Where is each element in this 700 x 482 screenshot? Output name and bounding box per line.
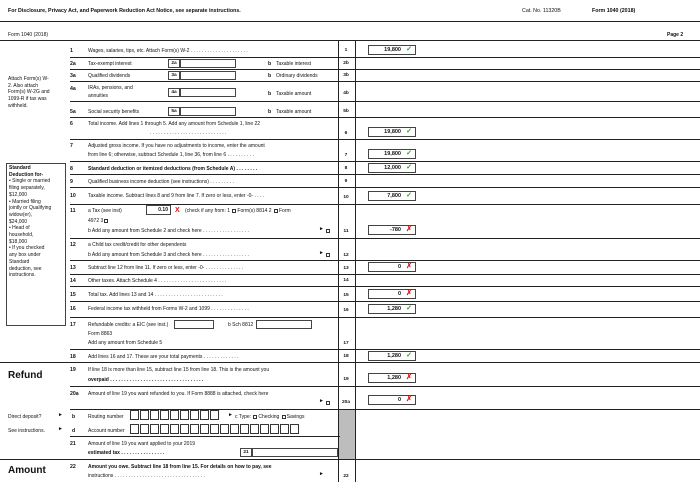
line-12a-text: a Child tax credit/credit for other dependents bbox=[88, 242, 187, 248]
line-3b-box: 3b bbox=[343, 73, 349, 78]
line-17-box: 17 bbox=[343, 341, 349, 346]
line-22-text: Amount you owe. Subtract line 18 from line 15. For details on how to pay, see bbox=[88, 464, 272, 470]
line-11b-text: b Add any amount from Schedule 2 and check here . . . . . . . . . . . . . . . . . bbox=[88, 228, 249, 234]
line-17-form8863: Form 8863 bbox=[88, 331, 113, 337]
line-18-text: Add lines 16 and 17. These are your total payments . . . . . . . . . . . . . bbox=[88, 354, 239, 360]
line-12-box: 12 bbox=[343, 253, 349, 258]
arrow-icon: ► bbox=[319, 250, 324, 256]
line-3b-text: Ordinary dividends bbox=[276, 73, 318, 79]
line-17-num: 17 bbox=[70, 322, 76, 328]
line-9-text: Qualified business income deduction (see instructions) . . . . . . . . . bbox=[88, 179, 234, 185]
line-8-num: 8 bbox=[70, 166, 73, 172]
arrow-icon: ► bbox=[319, 471, 324, 477]
line-11b-checkbox[interactable] bbox=[326, 229, 330, 233]
line-22-text2: instructions . . . . . . . . . . . . . . . . . . . . . . . . . . . . . . . . . bbox=[88, 473, 205, 479]
line-4a-num: 4a bbox=[70, 86, 76, 92]
line-21-text2: estimated tax . . . . . . . . . . . . . . . . bbox=[88, 450, 165, 456]
x-icon: ✗ bbox=[406, 226, 412, 233]
direct-deposit-label: Direct deposit? bbox=[8, 414, 42, 420]
line-18-num: 18 bbox=[70, 354, 76, 360]
page-number: Page 2 bbox=[667, 32, 684, 38]
x-icon: X bbox=[175, 207, 180, 214]
line-4a-text2: annuities bbox=[88, 93, 109, 99]
line-6-dots: . . . . . . . . . . . . . . . . . . . . . . . . . . . . bbox=[150, 130, 227, 136]
line-21-input[interactable] bbox=[252, 448, 338, 457]
line-20a-text: Amount of line 19 you want refunded to you. If Form 8888 is attached, check here bbox=[88, 391, 269, 397]
line-5a-text: Social security benefits bbox=[88, 109, 140, 115]
line-16-amount[interactable]: 1,280 ✓ bbox=[368, 304, 416, 314]
line-1-amount[interactable]: 19,800 ✓ bbox=[368, 45, 416, 55]
line-3a-text: Qualified dividends bbox=[88, 73, 131, 79]
form-label: Form 1040 (2018) bbox=[8, 32, 49, 38]
line-10-box: 10 bbox=[343, 195, 349, 200]
arrow-icon: ► bbox=[58, 412, 63, 418]
line-5b-box: 5b bbox=[343, 109, 349, 114]
routing-label: Routing number bbox=[88, 414, 124, 420]
account-type: c Type: Checking Savings bbox=[235, 414, 305, 420]
line-7-num: 7 bbox=[70, 143, 73, 149]
line-13-num: 13 bbox=[70, 265, 76, 271]
x-icon: ✗ bbox=[406, 290, 412, 297]
line-22-box: 22 bbox=[343, 474, 349, 479]
see-instructions-label: See instructions. bbox=[8, 428, 45, 434]
line-20a-amount[interactable]: 0 ✗ bbox=[368, 395, 416, 405]
refund-heading: Refund bbox=[8, 370, 43, 381]
line-8-amount[interactable]: 12,000 ✓ bbox=[368, 163, 416, 173]
checking-checkbox[interactable] bbox=[253, 415, 257, 419]
line-1-num: 1 bbox=[70, 48, 73, 54]
line-21-num: 21 bbox=[70, 441, 76, 447]
form-4972-checkbox[interactable] bbox=[274, 209, 278, 213]
line-6-num: 6 bbox=[70, 121, 73, 127]
line-5a-input[interactable] bbox=[180, 107, 236, 116]
line-1-box: 1 bbox=[344, 48, 348, 53]
x-icon: ✗ bbox=[406, 396, 412, 403]
form-reference: Form 1040 (2018) bbox=[592, 8, 636, 14]
line-16-text: Federal income tax withheld from Forms W-2 and 1099 . . . . . . . . . . . . . . bbox=[88, 306, 249, 312]
line-12b-text: b Add any amount from Schedule 3 and check here . . . . . . . . . . . . . . . . . bbox=[88, 252, 249, 258]
form-8814-checkbox[interactable] bbox=[232, 209, 236, 213]
line-8-text: Standard deduction or itemized deductions (from Schedule A) . . . . . . . . bbox=[88, 166, 258, 172]
line-7-box: 7 bbox=[344, 153, 348, 158]
check-icon: ✓ bbox=[406, 352, 412, 359]
check-icon: ✓ bbox=[406, 192, 412, 199]
line-4b-text: Taxable amount bbox=[276, 91, 312, 97]
line-4b-letter: b bbox=[268, 91, 272, 97]
savings-checkbox[interactable] bbox=[282, 415, 286, 419]
form-8888-checkbox[interactable] bbox=[326, 401, 330, 405]
line-8-box: 8 bbox=[344, 166, 348, 171]
line-15-amount[interactable]: 0 ✗ bbox=[368, 289, 416, 299]
line-7-amount[interactable]: 19,800 ✓ bbox=[368, 149, 416, 159]
line-6-amount[interactable]: 19,800 ✓ bbox=[368, 127, 416, 137]
line-7-text: Adjusted gross income. If you have no adjustments to income, enter the amount bbox=[88, 143, 265, 149]
line-4a-input[interactable] bbox=[180, 88, 236, 97]
line-4a-box: 4a bbox=[168, 88, 180, 97]
line-2b-box: 2b bbox=[343, 61, 349, 66]
line-19-text: If line 18 is more than line 15, subtract line 15 from line 18. This is the amount you bbox=[88, 367, 270, 373]
line-9-num: 9 bbox=[70, 179, 73, 185]
check-icon: ✓ bbox=[406, 164, 412, 171]
line-13-amount[interactable]: 0 ✗ bbox=[368, 262, 416, 272]
line-5b-text: Taxable amount bbox=[276, 109, 312, 115]
line-6-box: 6 bbox=[344, 131, 348, 136]
line-22-num: 22 bbox=[70, 464, 76, 470]
line-11a-4972: 4972 3 bbox=[88, 218, 109, 224]
line-20a-num: 20a bbox=[70, 391, 79, 397]
line-10-num: 10 bbox=[70, 193, 76, 199]
line-13-text: Subtract line 12 from line 11. If zero or less, enter -0- . . . . . . . . . . . . . . bbox=[88, 265, 244, 271]
line-5a-box: 5a bbox=[168, 107, 180, 116]
line-15-num: 15 bbox=[70, 292, 76, 298]
line-7-text2: from line 6; otherwise, subtract Schedule 1, line 36, from line 6 . . . . . . . . . . bbox=[88, 152, 254, 158]
line-20a-box: 20a bbox=[341, 400, 350, 405]
line-21-box: 21 bbox=[240, 448, 252, 457]
line-18-amount[interactable]: 1,280 ✓ bbox=[368, 351, 416, 361]
arrow-icon: ► bbox=[319, 398, 324, 404]
line-11a-tax-input[interactable]: 0.10 bbox=[146, 205, 171, 215]
line-14-box: 14 bbox=[343, 278, 349, 283]
line-4a-text: IRAs, pensions, and bbox=[88, 85, 133, 91]
line-6-text: Total income. Add lines 1 through 5. Add any amount from Schedule 1, line 22 bbox=[88, 121, 261, 127]
arrow-icon: ► bbox=[58, 426, 63, 432]
line-2a-input[interactable] bbox=[180, 59, 236, 68]
line-3b-letter: b bbox=[268, 73, 272, 79]
line-15-box: 15 bbox=[343, 293, 349, 298]
line-12-num: 12 bbox=[70, 242, 76, 248]
line-17-sch8812: b Sch 8812 bbox=[228, 322, 254, 328]
line-11-num: 11 bbox=[70, 208, 76, 214]
line-9-box: 9 bbox=[344, 179, 348, 184]
privacy-notice: For Disclosure, Privacy Act, and Paperwork Reduction Act Notice, see separate instructions. bbox=[8, 8, 241, 14]
line-2a-num: 2a bbox=[70, 61, 76, 67]
x-icon: ✗ bbox=[406, 263, 412, 270]
line-14-text: Other taxes. Attach Schedule 4 . . . . . . . . . . . . . . . . . . . . . . . . . bbox=[88, 278, 227, 284]
line-10-amount[interactable]: 7,800 ✓ bbox=[368, 191, 416, 201]
line-11a-check-label: (check if any from: 1 Form(s) 8814 2 Form bbox=[185, 208, 291, 214]
sch8812-input[interactable] bbox=[256, 320, 312, 329]
check-icon: ✓ bbox=[406, 150, 412, 157]
line-11a-text: a Tax (see inst) bbox=[88, 208, 122, 214]
line-4b-box: 4b bbox=[343, 91, 349, 96]
line-17-text: Refundable credits: a EIC (see inst.) bbox=[88, 322, 169, 328]
line-3a-box: 3a bbox=[168, 71, 180, 80]
attach-note: Attach Form(s) W- 2. Also attach Form(s) W-2G and 1099-R if tax was withheld. bbox=[8, 76, 50, 109]
account-number-input[interactable] bbox=[130, 424, 300, 436]
line-15-text: Total tax. Add lines 13 and 14 . . . . . . . . . . . . . . . . . . . . . . . . . bbox=[88, 292, 223, 298]
line-11-box: 11 bbox=[343, 229, 349, 234]
line-14-num: 14 bbox=[70, 278, 76, 284]
line-3a-input[interactable] bbox=[180, 71, 236, 80]
line-19-box: 19 bbox=[343, 377, 349, 382]
routing-number-input[interactable] bbox=[130, 410, 220, 422]
amount-heading: Amount bbox=[8, 465, 46, 476]
line-16-num: 16 bbox=[70, 306, 76, 312]
line-2b-text: Taxable interest bbox=[276, 61, 312, 67]
eic-input[interactable] bbox=[174, 320, 214, 329]
line-5b-letter: b bbox=[268, 109, 272, 115]
line-2a-box: 2a bbox=[168, 59, 180, 68]
line-13-box: 13 bbox=[343, 266, 349, 271]
line-3a-num: 3a bbox=[70, 73, 76, 79]
line-19-amount[interactable]: 1,280 ✗ bbox=[368, 373, 416, 383]
line-19-text2: overpaid . . . . . . . . . . . . . . . . . . . . . . . . . . . . . . . . . . bbox=[88, 377, 204, 383]
line-20d-letter: d bbox=[72, 428, 76, 434]
line-19-num: 19 bbox=[70, 367, 76, 373]
line-1-text: Wages, salaries, tips, etc. Attach Form(s) W-2 . . . . . . . . . . . . . . . . . . . . . bbox=[88, 48, 248, 54]
line-21-text: Amount of line 19 you want applied to your 2019 bbox=[88, 441, 196, 447]
line-10-text: Taxable income. Subtract lines 8 and 9 from line 7. If zero or less, enter -0- . . . . bbox=[88, 193, 265, 199]
line-12b-checkbox[interactable] bbox=[326, 253, 330, 257]
line-16-box: 16 bbox=[343, 308, 349, 313]
line-5a-num: 5a bbox=[70, 109, 76, 115]
line-18-box: 18 bbox=[343, 354, 349, 359]
line-11-amount[interactable]: -780 ✗ bbox=[368, 225, 416, 235]
line-11-3-checkbox[interactable] bbox=[104, 219, 108, 223]
x-icon: ✗ bbox=[406, 374, 412, 381]
arrow-icon: ► bbox=[228, 412, 233, 418]
standard-deduction-info: Standard Deduction for- • Single or married filing separately, $12,000 • Married filing jointly or Qualifying widow(er), $24,000 • Head of household, $18,000 • If you checked any box under Standard deduction, see instructions. bbox=[9, 165, 52, 279]
account-label: Account number bbox=[88, 428, 125, 434]
check-icon: ✓ bbox=[406, 305, 412, 312]
cat-number: Cat. No. 11320B bbox=[522, 8, 561, 14]
line-20b-letter: b bbox=[72, 414, 76, 420]
arrow-icon: ► bbox=[319, 226, 324, 232]
line-17-sch5: Add any amount from Schedule 5 bbox=[88, 340, 163, 346]
check-icon: ✓ bbox=[406, 46, 412, 53]
check-icon: ✓ bbox=[406, 128, 412, 135]
line-2b-letter: b bbox=[268, 61, 272, 67]
line-2a-text: Tax-exempt interest bbox=[88, 61, 132, 67]
